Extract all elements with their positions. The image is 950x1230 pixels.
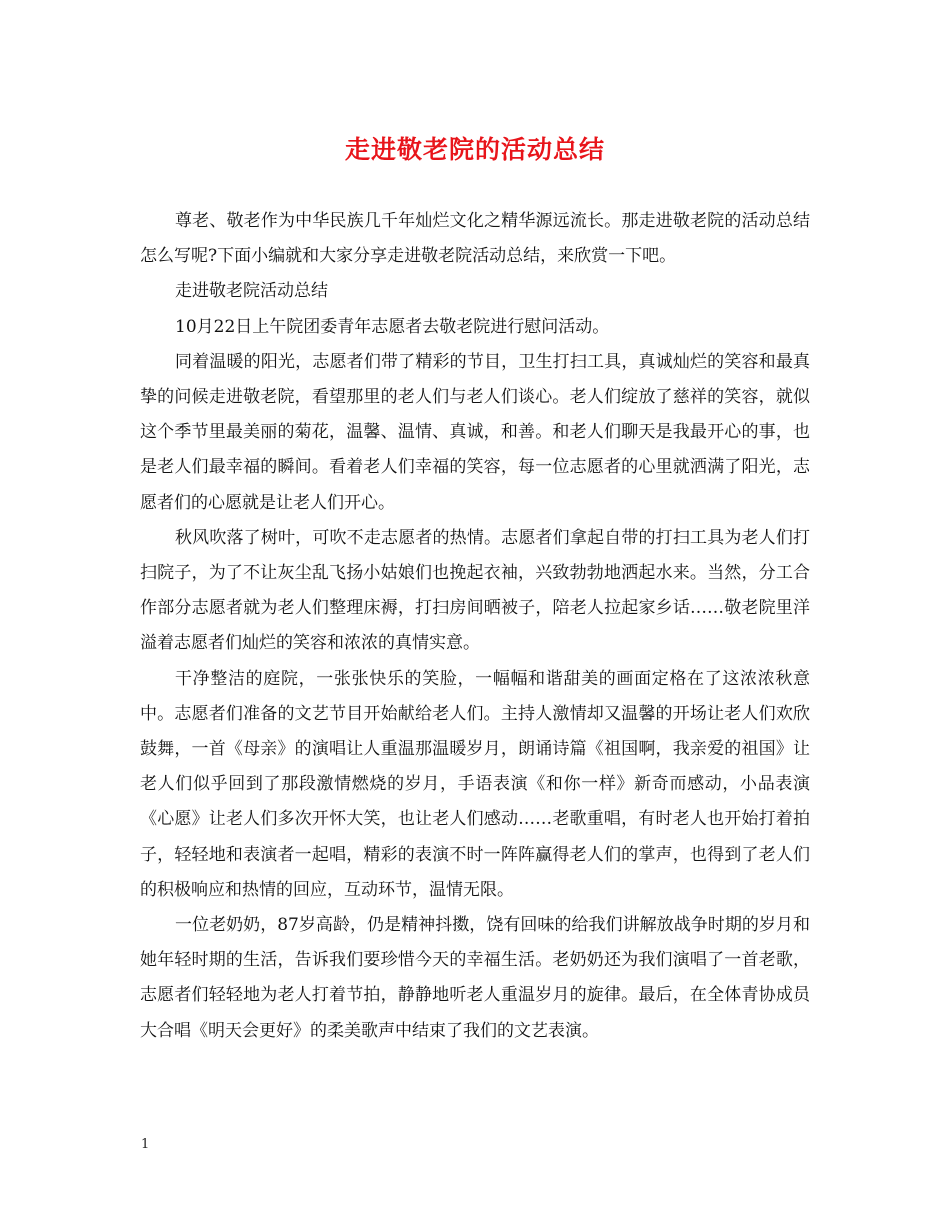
paragraph-courtyard: 干净整洁的庭院，一张张快乐的笑脸，一幅幅和谐甜美的画面定格在了这浓浓秋意中。志愿者们准备的文艺节目开始献给老人们。主持人激情却又温馨的开场让老人们欢欣鼓舞，一首《母亲》的演唱让人重温那温暖岁月，朗诵诗篇《祖国啊，我亲爱的祖国》让老人们似乎回到了那段激情燃烧的岁月，手语表演《和你一样》新奇而感动，小品表演《心愿》让老人们多次开怀大笑，也让老人们感动……老歌重唱，有时老人也开始打着拍子，轻轻地和表演者一起唱，精彩的表演不时一阵阵赢得老人们的掌声，也得到了老人们的积极响应和热情的回应，互动环节，温情无限。: [140, 668, 810, 900]
paragraph-autumn-wind: 秋风吹落了树叶，可吹不走志愿者的热情。志愿者们拿起自带的打扫工具为老人们打扫院子，为了不让灰尘乱飞扬小姑娘们也挽起衣袖，兴致勃勃地洒起水来。当然，分工合作部分志愿者就为老人们整理床褥，打扫房间晒被子，陪老人拉起家乡话……敬老院里洋溢着志愿者们灿烂的笑容和浓浓的真情实意。: [140, 527, 810, 654]
paragraph-sunshine: 同着温暖的阳光，志愿者们带了精彩的节目，卫生打扫工具，真诚灿烂的笑容和最真挚的问候走进敬老院，看望那里的老人们与老人们谈心。老人们绽放了慈祥的笑容，就似这个季节里最美丽的菊花，温馨、温情、真诚，和善。和老人们聊天是我最开心的事，也是老人们最幸福的瞬间。看着老人们幸福的笑容，每一位志愿者的心里就洒满了阳光，志愿者们的心愿就是让老人们开心。: [140, 351, 810, 513]
paragraph-subheading: 走进敬老院活动总结: [175, 281, 328, 302]
paragraph-date: 10月22日上午院团委青年志愿者去敬老院进行慰问活动。: [175, 316, 610, 337]
page-number: 1: [141, 1137, 150, 1152]
document-title: 走进敬老院的活动总结: [344, 135, 605, 164]
document-body: [140, 204, 810, 1049]
paragraph-grandmother: 一位老奶奶，87岁高龄，仍是精神抖擞，饶有回味的给我们讲解放战争时期的岁月和她年轻时期的生活，告诉我们要珍惜今天的幸福生活。老奶奶还为我们演唱了一首老歌，志愿者们轻轻地为老人打着节拍，静静地听老人重温岁月的旋律。最后，在全体青协成员大合唱《明天会更好》的柔美歌声中结束了我们的文艺表演。: [140, 915, 810, 1041]
paragraph-intro: 尊老、敬老作为中华民族几千年灿烂文化之精华源远流长。那走进敬老院的活动总结怎么写呢?下面小编就和大家分享走进敬老院活动总结，来欣赏一下吧。: [140, 211, 810, 267]
